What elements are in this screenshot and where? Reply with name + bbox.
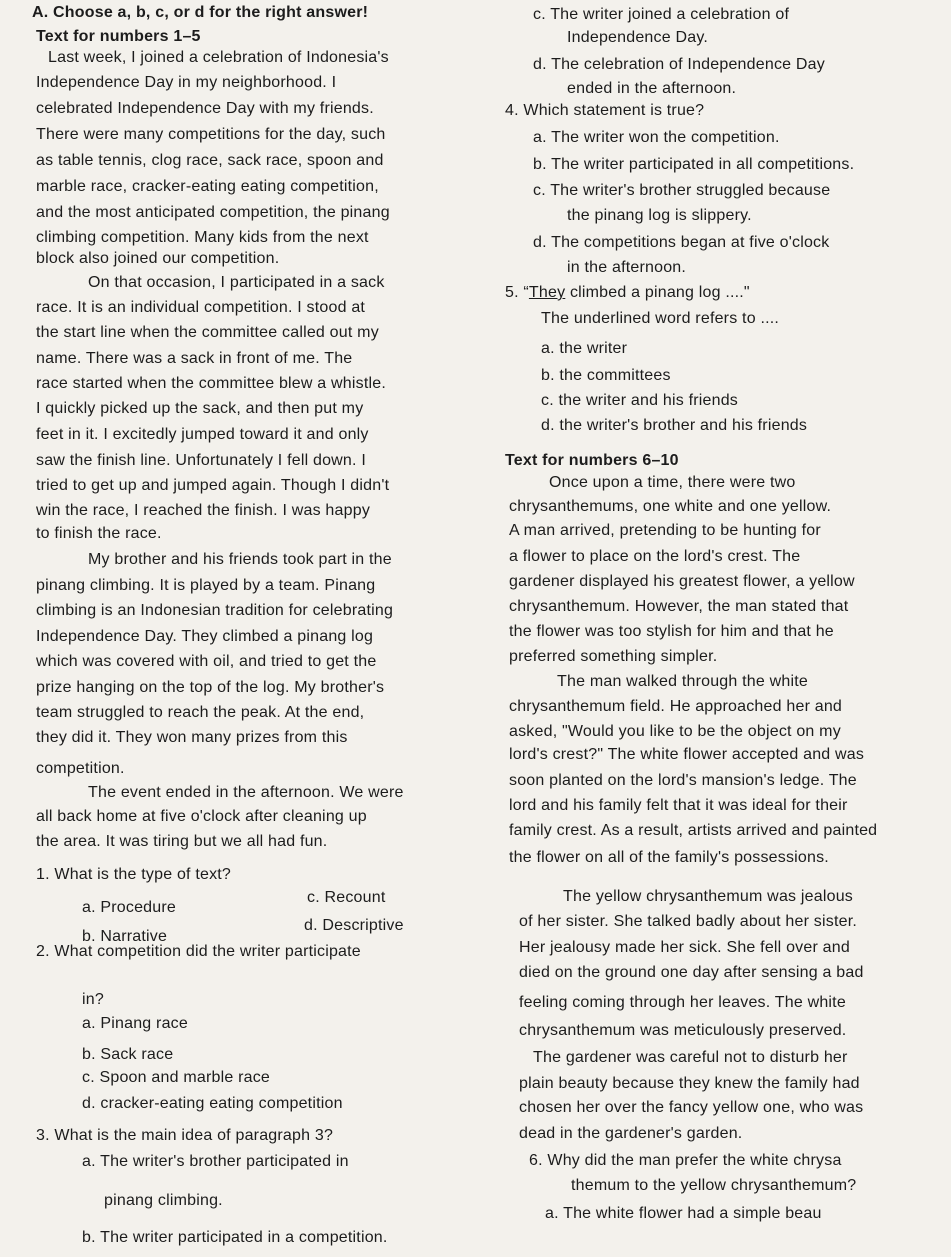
left-text-line: race. It is an individual competition. I stood at <box>36 299 366 316</box>
right-text-line: plain beauty because they knew the family had <box>519 1075 860 1092</box>
left-text-line: My brother and his friends took part in the <box>88 551 392 568</box>
right-text-line: themum to the yellow chrysanthemum? <box>571 1177 857 1194</box>
left-text-line: name. There was a sack in front of me. The <box>36 350 353 367</box>
right-text-line: the pinang log is slippery. <box>567 207 752 224</box>
left-text-line: pinang climbing. It is played by a team. Pinang <box>36 577 376 594</box>
right-text-line: lord and his family felt that it was ideal for their <box>509 797 848 814</box>
right-text-line: b. The writer participated in all competitions. <box>533 156 855 173</box>
left-text-line: team struggled to reach the peak. At the end, <box>36 704 365 721</box>
right-text-line: preferred something simpler. <box>509 648 718 665</box>
left-text-line: Independence Day in my neighborhood. I <box>36 74 337 91</box>
left-text-line: win the race, I reached the finish. I was happy <box>36 502 371 519</box>
right-text-line: Independence Day. <box>567 29 708 46</box>
right-text-line: family crest. As a result, artists arrived and painted <box>509 822 878 839</box>
right-text-line: chrysanthemums, one white and one yellow. <box>509 498 832 515</box>
left-text-line: competition. <box>36 760 125 777</box>
left-text-line: block also joined our competition. <box>36 250 280 267</box>
left-text-line: a. Pinang race <box>82 1015 188 1032</box>
right-text-line: in the afternoon. <box>567 259 687 276</box>
right-text-line: The yellow chrysanthemum was jealous <box>563 888 853 905</box>
right-text-line: The underlined word refers to .... <box>541 310 780 327</box>
right-text-line: chrysanthemum field. He approached her and <box>509 698 843 715</box>
left-text-line: as table tennis, clog race, sack race, spoon and <box>36 152 384 169</box>
left-heading: A. Choose a, b, c, or d for the right answer! <box>32 4 369 21</box>
right-text-line: Once upon a time, there were two <box>549 474 796 491</box>
left-heading: Text for numbers 1–5 <box>36 28 201 45</box>
right-text-line: soon planted on the lord's mansion's ledge. The <box>509 772 857 789</box>
right-text-line: of her sister. She talked badly about her sister. <box>519 913 857 930</box>
left-text-line: all back home at five o'clock after cleaning up <box>36 808 367 825</box>
right-text-line: Her jealousy made her sick. She fell over and <box>519 939 850 956</box>
left-text-line: the area. It was tiring but we all had fun. <box>36 833 328 850</box>
right-text-line: c. The writer's brother struggled because <box>533 182 831 199</box>
left-text-line: in? <box>82 991 104 1008</box>
left-text-line: and the most anticipated competition, the pinang <box>36 204 390 221</box>
left-text-line: 1. What is the type of text? <box>36 866 232 883</box>
left-text-line: feet in it. I excitedly jumped toward it and only <box>36 426 369 443</box>
left-text-line: a. Procedure <box>82 899 177 916</box>
right-text-line: 4. Which statement is true? <box>505 102 705 119</box>
right-text-line: the flower on all of the family's possessions. <box>509 849 829 866</box>
right-text-line: feeling coming through her leaves. The white <box>519 994 846 1011</box>
right-text-line: a. The white flower had a simple beau <box>545 1205 822 1222</box>
left-text-line: Independence Day. They climbed a pinang log <box>36 628 374 645</box>
right-heading: Text for numbers 6–10 <box>505 452 679 469</box>
left-text-line: a. The writer's brother participated in <box>82 1153 349 1170</box>
right-text-line: chrysanthemum. However, the man stated that <box>509 598 849 615</box>
right-text-line: b. the committees <box>541 367 671 384</box>
left-text-line: The event ended in the afternoon. We were <box>88 784 404 801</box>
left-text-line: tried to get up and jumped again. Though I didn't <box>36 477 390 494</box>
left-text-line: I quickly picked up the sack, and then put my <box>36 400 364 417</box>
left-text-line: prize hanging on the top of the log. My brother's <box>36 679 385 696</box>
right-text-line: dead in the gardener's garden. <box>519 1125 743 1142</box>
right-text-line: 6. Why did the man prefer the white chrysa <box>529 1152 842 1169</box>
left-text-line: 2. What competition did the writer participate <box>36 943 361 960</box>
right-text-line: asked, "Would you like to be the object on my <box>509 723 841 740</box>
right-text-line: d. the writer's brother and his friends <box>541 417 808 434</box>
left-text-line: c. Recount <box>307 889 386 906</box>
right-text-line: c. The writer joined a celebration of <box>533 6 790 23</box>
left-text-line: Last week, I joined a celebration of Indonesia's <box>48 49 389 66</box>
left-text-line: b. The writer participated in a competition. <box>82 1229 388 1246</box>
underlined-word: They <box>528 284 566 301</box>
left-text-line: marble race, cracker-eating eating competition, <box>36 178 379 195</box>
right-text-line: 5. “They climbed a pinang log ...." <box>505 284 750 301</box>
left-text-line: climbing competition. Many kids from the next <box>36 229 369 246</box>
right-text-line: d. The celebration of Independence Day <box>533 56 825 73</box>
right-text-line: chrysanthemum was meticulously preserved. <box>519 1022 847 1039</box>
right-text-line: the flower was too stylish for him and that he <box>509 623 834 640</box>
left-text-line: race started when the committee blew a whistle. <box>36 375 387 392</box>
right-text-line: lord's crest?" The white flower accepted and was <box>509 746 865 763</box>
left-text-line: saw the finish line. Unfortunately I fell down. I <box>36 452 366 469</box>
right-text-line: a. The writer won the competition. <box>533 129 780 146</box>
left-text-line: On that occasion, I participated in a sack <box>88 274 385 291</box>
right-text-line: gardener displayed his greatest flower, a yellow <box>509 573 855 590</box>
right-text-line: The gardener was careful not to disturb her <box>533 1049 848 1066</box>
left-text-line: b. Narrative <box>82 928 168 945</box>
left-text-line: celebrated Independence Day with my friends. <box>36 100 374 117</box>
right-text-line: chosen her over the fancy yellow one, who was <box>519 1099 864 1116</box>
left-text-line: climbing is an Indonesian tradition for celebrating <box>36 602 394 619</box>
left-text-line: There were many competitions for the day, such <box>36 126 386 143</box>
right-text-line: The man walked through the white <box>557 673 808 690</box>
left-text-line: they did it. They won many prizes from this <box>36 729 348 746</box>
left-text-line: which was covered with oil, and tried to get the <box>36 653 377 670</box>
right-text-line: a flower to place on the lord's crest. The <box>509 548 801 565</box>
right-text-line: d. The competitions began at five o'clock <box>533 234 830 251</box>
left-text-line: to finish the race. <box>36 525 162 542</box>
left-text-line: pinang climbing. <box>104 1192 223 1209</box>
left-text-line: b. Sack race <box>82 1046 174 1063</box>
left-text-line: 3. What is the main idea of paragraph 3? <box>36 1127 334 1144</box>
left-text-line: the start line when the committee called out my <box>36 324 379 341</box>
right-text-line: c. the writer and his friends <box>541 392 738 409</box>
left-text-line: c. Spoon and marble race <box>82 1069 271 1086</box>
right-text-line: a. the writer <box>541 340 628 357</box>
right-text-line: died on the ground one day after sensing a bad <box>519 964 864 981</box>
left-text-line: d. Descriptive <box>304 917 404 934</box>
right-text-line: A man arrived, pretending to be hunting for <box>509 522 821 539</box>
right-text-line: ended in the afternoon. <box>567 80 737 97</box>
left-text-line: d. cracker-eating eating competition <box>82 1095 343 1112</box>
